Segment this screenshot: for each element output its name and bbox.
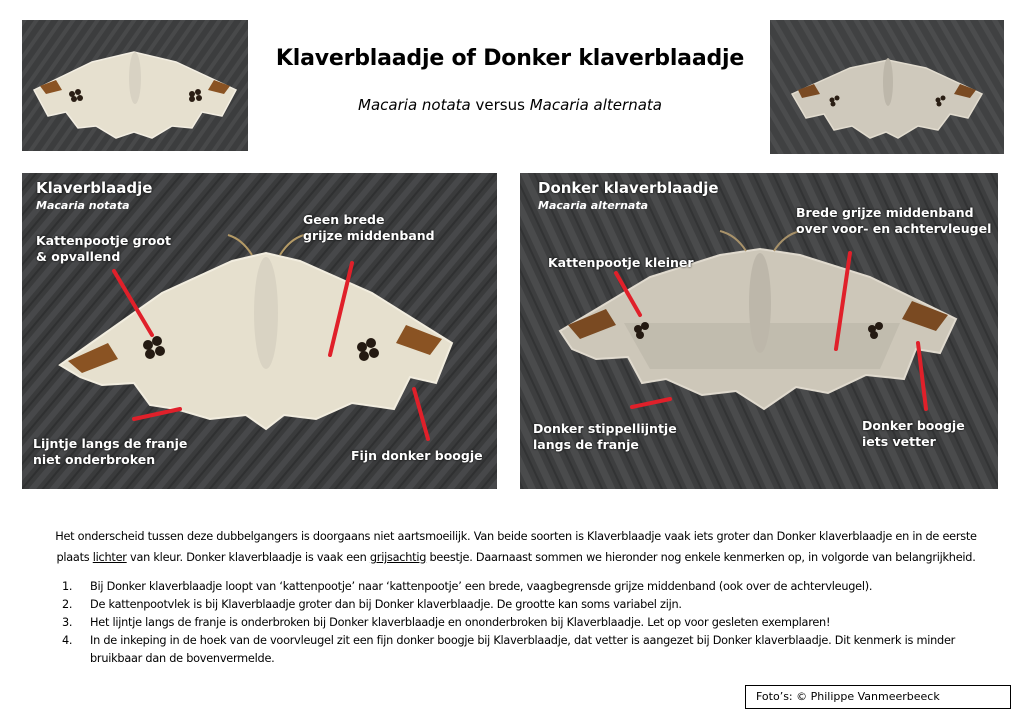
subtitle-versus: versus — [470, 96, 530, 114]
label-brede-grijze-middenband: Brede grijze middenband — [796, 205, 974, 220]
page-title: Klaverblaadje of Donker klaverblaadje — [275, 46, 745, 71]
label-voor-achtervleugel: over voor- en achtervleugel — [796, 221, 992, 236]
photo-credit: Foto’s: © Philippe Vanmeerbeeck — [745, 685, 1011, 709]
list-number: 3. — [62, 616, 73, 629]
label-geen-brede: Geen brede — [303, 212, 385, 227]
list-item — [62, 596, 992, 614]
label-lijntje-franje: Lijntje langs de franje — [33, 436, 188, 451]
list-item — [62, 614, 992, 632]
list-text: In de inkeping in de hoek van de voorvleugel zit een fijn donker boogje bij Klaverblaadje, dat vetter is aangezet bij Donker klaverblaadje. Dit kenmerk is minder — [90, 634, 956, 647]
label-fijn-donker-boogje: Fijn donker boogje — [351, 448, 483, 463]
characteristics-list — [62, 578, 992, 668]
label-kattenpootje-groot: Kattenpootje groot — [36, 233, 171, 248]
label-donker-boogje: Donker boogje — [862, 418, 965, 433]
label-kattenpootje-opvallend: & opvallend — [36, 249, 121, 264]
panel-right-title: Donker klaverblaadje — [538, 179, 719, 197]
intro-paragraph — [36, 526, 996, 568]
intro-text: beestje. Daarnaast sommen we hieronder nog enkele kenmerken op, in volgorde van belangrijkheid. — [426, 551, 976, 564]
label-donker-stippellijntje: Donker stippellijntje — [533, 421, 677, 436]
photo-thumb-notata — [22, 20, 248, 151]
list-number: 2. — [62, 598, 73, 611]
label-kattenpootje-kleiner: Kattenpootje kleiner — [548, 255, 694, 270]
label-iets-vetter: iets vetter — [862, 434, 936, 449]
list-text: De kattenpootvlek is bij Klaverblaadje groter dan bij Donker klaverblaadje. De grootte kan soms variabel zijn. — [90, 598, 682, 611]
list-item — [62, 578, 992, 596]
intro-line-2 — [36, 547, 996, 568]
intro-emphasis-lichter: lichter — [92, 551, 127, 564]
label-niet-onderbroken: niet onderbroken — [33, 452, 156, 467]
list-text: bruikbaar dan de bovenvermelde. — [90, 652, 275, 665]
subtitle-species-b: Macaria alternata — [529, 96, 662, 114]
list-text: Het lijntje langs de franje is onderbroken bij Donker klaverblaadje en ononderbroken bij Klaverblaadje. Let op voor gesleten exemplaren! — [90, 616, 831, 629]
label-langs-de-franje: langs de franje — [533, 437, 639, 452]
photo-thumb-alternata — [770, 20, 1004, 154]
panel-left-scientific: Macaria notata — [36, 199, 130, 212]
list-text: Bij Donker klaverblaadje loopt van ‘kattenpootje’ naar ‘kattenpootje’ een brede, vaagbegrensde grijze middenband (ook over de achtervleugel). — [90, 580, 873, 593]
list-number: 1. — [62, 580, 73, 593]
panel-right-scientific: Macaria alternata — [538, 199, 649, 212]
subtitle-species-a: Macaria notata — [358, 96, 471, 114]
list-number: 4. — [62, 634, 73, 647]
page-subtitle — [250, 96, 770, 114]
intro-text: van kleur. Donker klaverblaadje is vaak een — [126, 551, 370, 564]
intro-emphasis-grijsachtig: grijsachtig — [369, 551, 427, 564]
label-grijze-middenband: grijze middenband — [303, 228, 435, 243]
intro-line-1: Het onderscheid tussen deze dubbelgangers is doorgaans niet aartsmoeilijk. Van beide soorten is Klaverblaadje vaak iets groter dan Donker klaverblaadje en in de eerste — [55, 530, 977, 543]
intro-text: plaats — [56, 551, 93, 564]
list-item — [62, 632, 992, 650]
list-item-continuation — [62, 650, 992, 668]
panel-left-title: Klaverblaadje — [36, 179, 153, 197]
